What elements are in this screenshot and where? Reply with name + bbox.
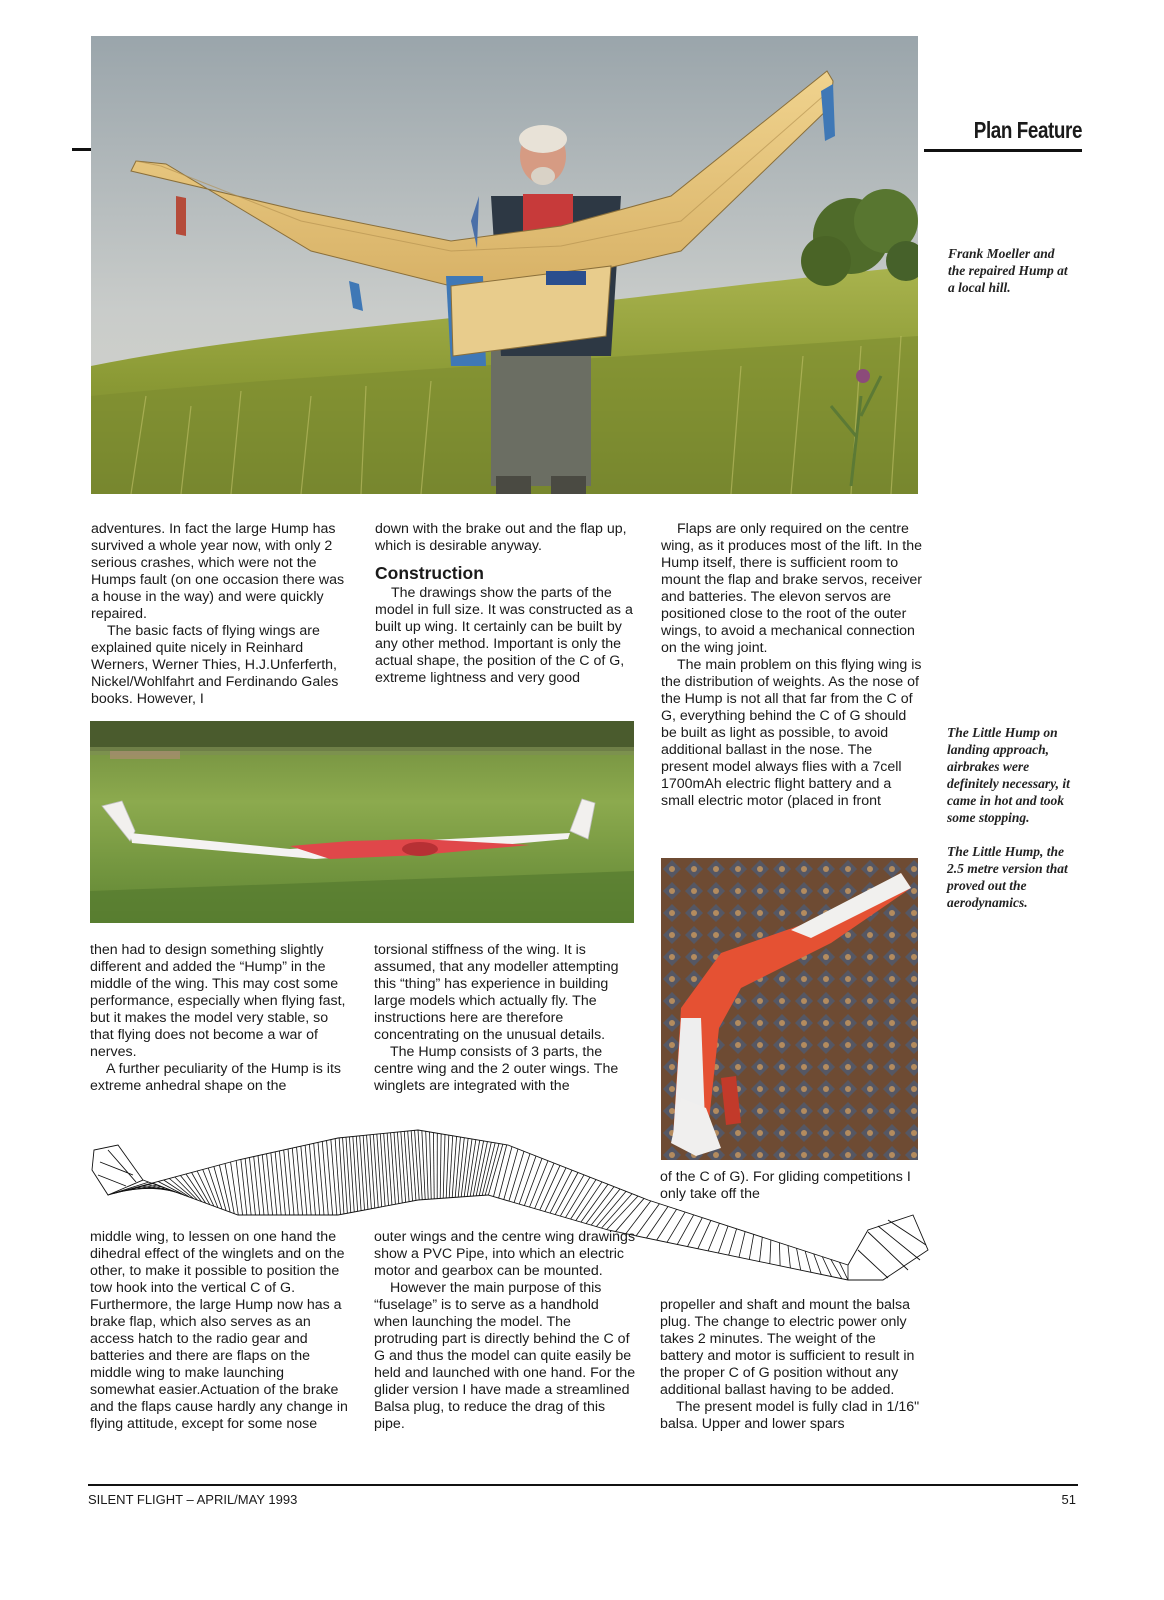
- paragraph: Flaps are only required on the centre wing, as it produces most of the lift. In the Hump itself, there is sufficient room to mount the flap and brake servos, receiver and batteries. The elevon servos are positioned close to the root of the outer wings, to avoid a mechanical connection on the wing joint.: [661, 521, 923, 656]
- paragraph: adventures. In fact the large Hump has survived a whole year now, with only 2 serious crashes, which were not the Humps fault (on one occasion there was a house in the way) and were quickly repaired.: [91, 521, 345, 622]
- paragraph: The basic facts of flying wings are explained quite nicely in Reinhard Werners, Werner Thies, H.J.Unferferth, Nickel/Wohlfahrt and Ferdinando Gales books. However, I: [91, 623, 339, 707]
- paragraph: The main problem on this flying wing is the distribution of weights. As the nose of the Hump is not all that far from the C of G, everything behind the C of G should be built as light as possible, to avoid additional ballast in the nose. The present model always flies with a 7cell 1700mAh electric flight battery and a small electric motor (placed in front: [661, 657, 922, 809]
- paragraph: of the C of G). For gliding competitions I only take off the: [660, 1169, 911, 1202]
- paragraph: A further peculiarity of the Hump is its extreme anhedral shape on the: [90, 1061, 341, 1094]
- paragraph: propeller and shaft and mount the balsa plug. The change to electric power only takes 2 minutes. The weight of the battery and motor is sufficient to result in the proper C of G position without any additional ballast having to be added.: [660, 1297, 915, 1398]
- block2-col1: [90, 942, 352, 1095]
- footer-page-number: 51: [1061, 1492, 1076, 1507]
- right-photo: [661, 858, 918, 1160]
- paragraph: The present model is fully clad in 1/16" balsa. Upper and lower spars: [660, 1399, 920, 1432]
- section-label: Plan Feature: [973, 117, 1082, 143]
- block3-col2: [374, 1229, 636, 1433]
- block1-col2: [375, 521, 637, 687]
- middle-photo: [90, 721, 634, 923]
- block3-col3: [660, 1297, 922, 1433]
- paragraph: down with the brake out and the flap up, which is desirable anyway.: [375, 521, 627, 554]
- block2-col2: [374, 942, 636, 1095]
- block1-col3: [661, 521, 923, 810]
- top-photo: [91, 36, 918, 494]
- caption-top-photo: Frank Moeller and the repaired Hump at a local hill.: [948, 246, 1068, 295]
- paragraph: However the main purpose of this “fuselage” is to serve as a handhold when launching the model. The protruding part is directly behind the C of G and thus the model can quite easily be held and launched with one hand. For the glider version I have made a streamlined Balsa plug, to reduce the drag of this pipe.: [374, 1280, 636, 1432]
- block3-col1: [90, 1229, 352, 1433]
- footer-publication: SILENT FLIGHT – APRIL/MAY 1993: [88, 1492, 298, 1507]
- construction-heading: Construction: [375, 563, 484, 583]
- caption-middle-photo: The Little Hump on landing approach, airbrakes were definitely necessary, it came in hot and took some stopping.: [947, 725, 1070, 825]
- paragraph: outer wings and the centre wing drawings show a PVC Pipe, into which an electric motor and gearbox can be mounted.: [374, 1229, 636, 1279]
- footer-rule: [88, 1484, 1078, 1486]
- paragraph: then had to design something slightly different and added the “Hump” in the middle of the wing. This may cost some performance, especially when flying fast, but it makes the model very stable, so that flying does not become a war of nerves.: [90, 942, 346, 1060]
- caption-right-photo: The Little Hump, the 2.5 metre version that proved out the aerodynamics.: [947, 844, 1068, 910]
- block1-col1: [91, 521, 353, 708]
- paragraph: torsional stiffness of the wing. It is assumed, that any modeller attempting this “thing” has experience in building large models which actually fly. The instructions here are therefore concentrating on the unusual details.: [374, 942, 619, 1043]
- paragraph: middle wing, to lessen on one hand the dihedral effect of the winglets and on the other, to make it possible to position the tow hook into the vertical C of G. Furthermore, the large Hump now has a brake flap, which also serves as an access hatch to the radio gear and batteries and there are flaps on the middle wing to make launching somewhat easier.Actuation of the brake and the flaps cause hardly any change in flying attitude, except for some nose: [90, 1229, 348, 1432]
- paragraph: The drawings show the parts of the model in full size. It was constructed as a built up wing. It certainly can be built by any other method. Important is only the actual shape, the position of the C of G, extreme lightness and very good: [375, 585, 633, 686]
- header-rule-right: [924, 149, 1082, 152]
- paragraph: The Hump consists of 3 parts, the centre wing and the 2 outer wings. The winglets are integrated with the: [374, 1044, 619, 1094]
